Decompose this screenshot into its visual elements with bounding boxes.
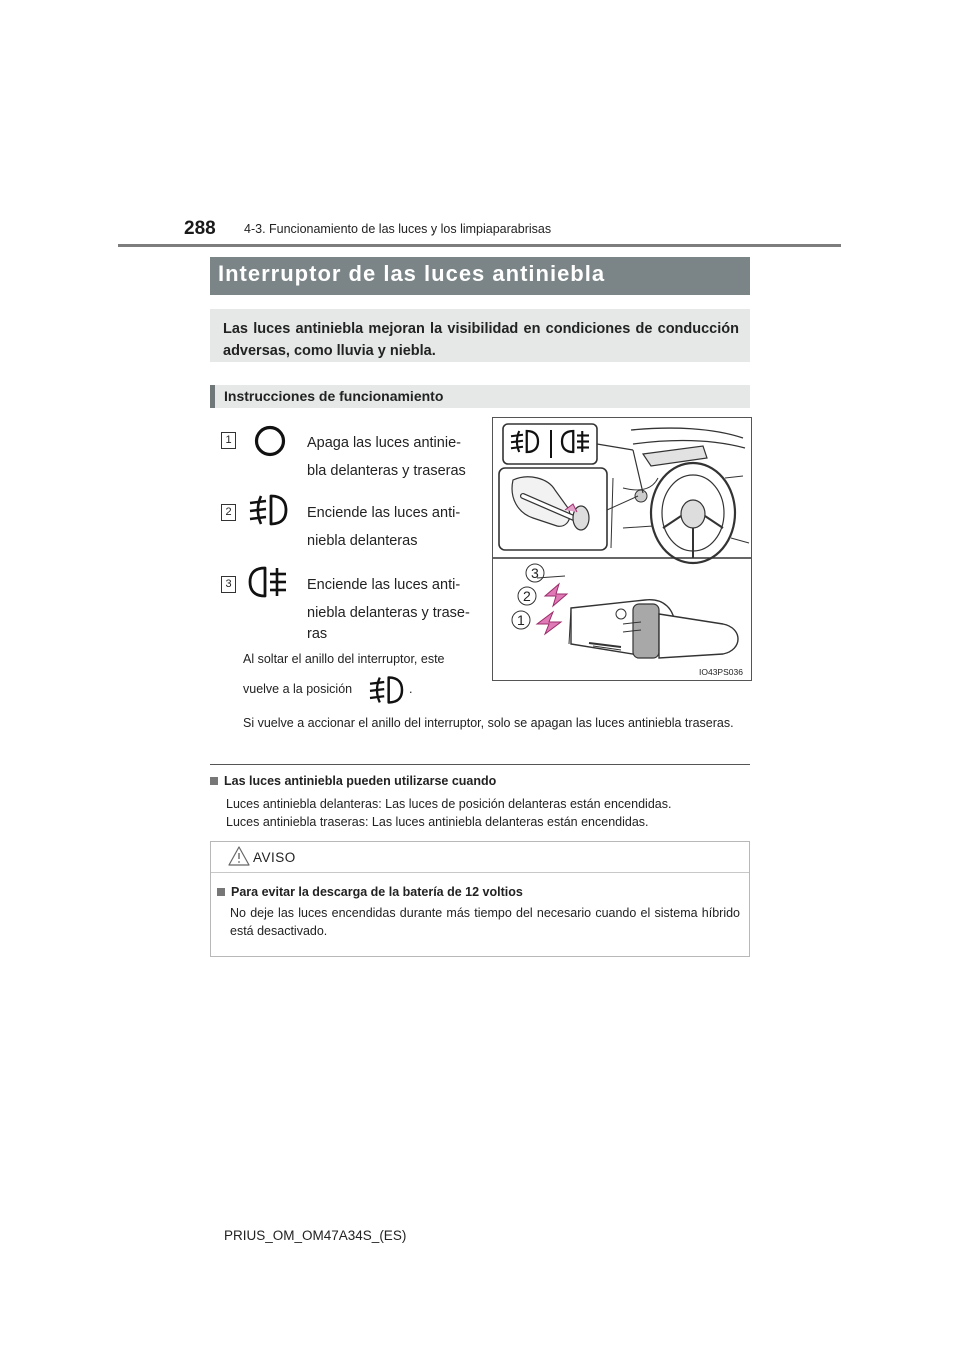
figure-label-1: 1	[517, 612, 525, 628]
item-3-line-2: niebla delanteras y trase-	[307, 605, 470, 621]
note-1-line-1: Al soltar el anillo del interruptor, este	[243, 652, 445, 666]
bullet-square-icon	[217, 888, 225, 896]
note-2: Si vuelve a accionar el anillo del interruptor, solo se apagan las luces antiniebla traseras.	[243, 716, 734, 730]
warning-header-divider	[211, 872, 749, 873]
note-1-line-2	[243, 675, 352, 704]
page-title: Interruptor de las luces antiniebla	[218, 261, 606, 286]
page-number: 288	[184, 218, 216, 239]
figure-label-3: 3	[531, 565, 539, 581]
item-number-2: 2	[221, 504, 236, 521]
conditions-line-1: Luces antiniebla delanteras: Las luces de posición delanteras están encendidas.	[226, 797, 672, 811]
warning-heading	[217, 885, 523, 899]
rear-fog-light-icon	[246, 564, 290, 600]
switch-drawing	[493, 418, 751, 680]
footer-code: PRIUS_OM_OM47A34S_(ES)	[224, 1228, 407, 1243]
conditions-body	[226, 795, 671, 831]
item-2-line-2: niebla delanteras	[307, 533, 418, 549]
instructions-heading: Instrucciones de funcionamiento	[224, 388, 444, 404]
warning-body: No deje las luces encendidas durante más tiempo del necesario cuando el sistema híbrido está desactivado.	[230, 906, 740, 938]
note-1-line-2-end: .	[409, 682, 413, 696]
item-1-line-2: bla delanteras y traseras	[307, 463, 466, 479]
item-2-line-1: Enciende las luces anti-	[307, 505, 461, 521]
item-1-line-1: Apaga las luces antinie-	[307, 435, 461, 451]
intro-text: Las luces antiniebla mejoran la visibilidad en condiciones de conducción adversas, como lluvia y niebla.	[223, 321, 739, 359]
item-3-line-1: Enciende las luces anti-	[307, 577, 461, 593]
figure-label-2: 2	[523, 588, 531, 604]
conditions-title: Las luces antiniebla pueden utilizarse cuando	[224, 774, 497, 788]
conditions-heading	[210, 774, 496, 788]
item-number-3: 3	[221, 576, 236, 593]
figure-code: IO43PS036	[699, 667, 743, 677]
header-divider	[118, 244, 841, 247]
front-fog-light-icon-inline	[366, 674, 406, 706]
title-bar	[210, 257, 750, 295]
fog-switch-illustration	[492, 417, 752, 681]
warning-triangle-icon	[227, 845, 251, 867]
warning-label: AVISO	[253, 850, 296, 865]
item-3-line-3: ras	[307, 626, 328, 642]
intro-box	[210, 309, 750, 362]
section-divider	[210, 764, 750, 765]
note-1-line-2-text: vuelve a la posición	[243, 682, 353, 696]
warning-title: Para evitar la descarga de la batería de 12 voltios	[231, 885, 523, 899]
conditions-line-2: Luces antiniebla traseras: Las luces antiniebla delanteras están encendidas.	[226, 815, 649, 829]
warning-box	[210, 841, 750, 957]
heading-accent	[210, 385, 215, 408]
bullet-square-icon	[210, 777, 218, 785]
item-number-1: 1	[221, 432, 236, 449]
instructions-heading-bar	[210, 385, 750, 408]
section-breadcrumb: 4-3. Funcionamiento de las luces y los limpiaparabrisas	[244, 222, 552, 236]
off-position-icon	[250, 423, 290, 459]
front-fog-light-icon	[246, 492, 290, 528]
